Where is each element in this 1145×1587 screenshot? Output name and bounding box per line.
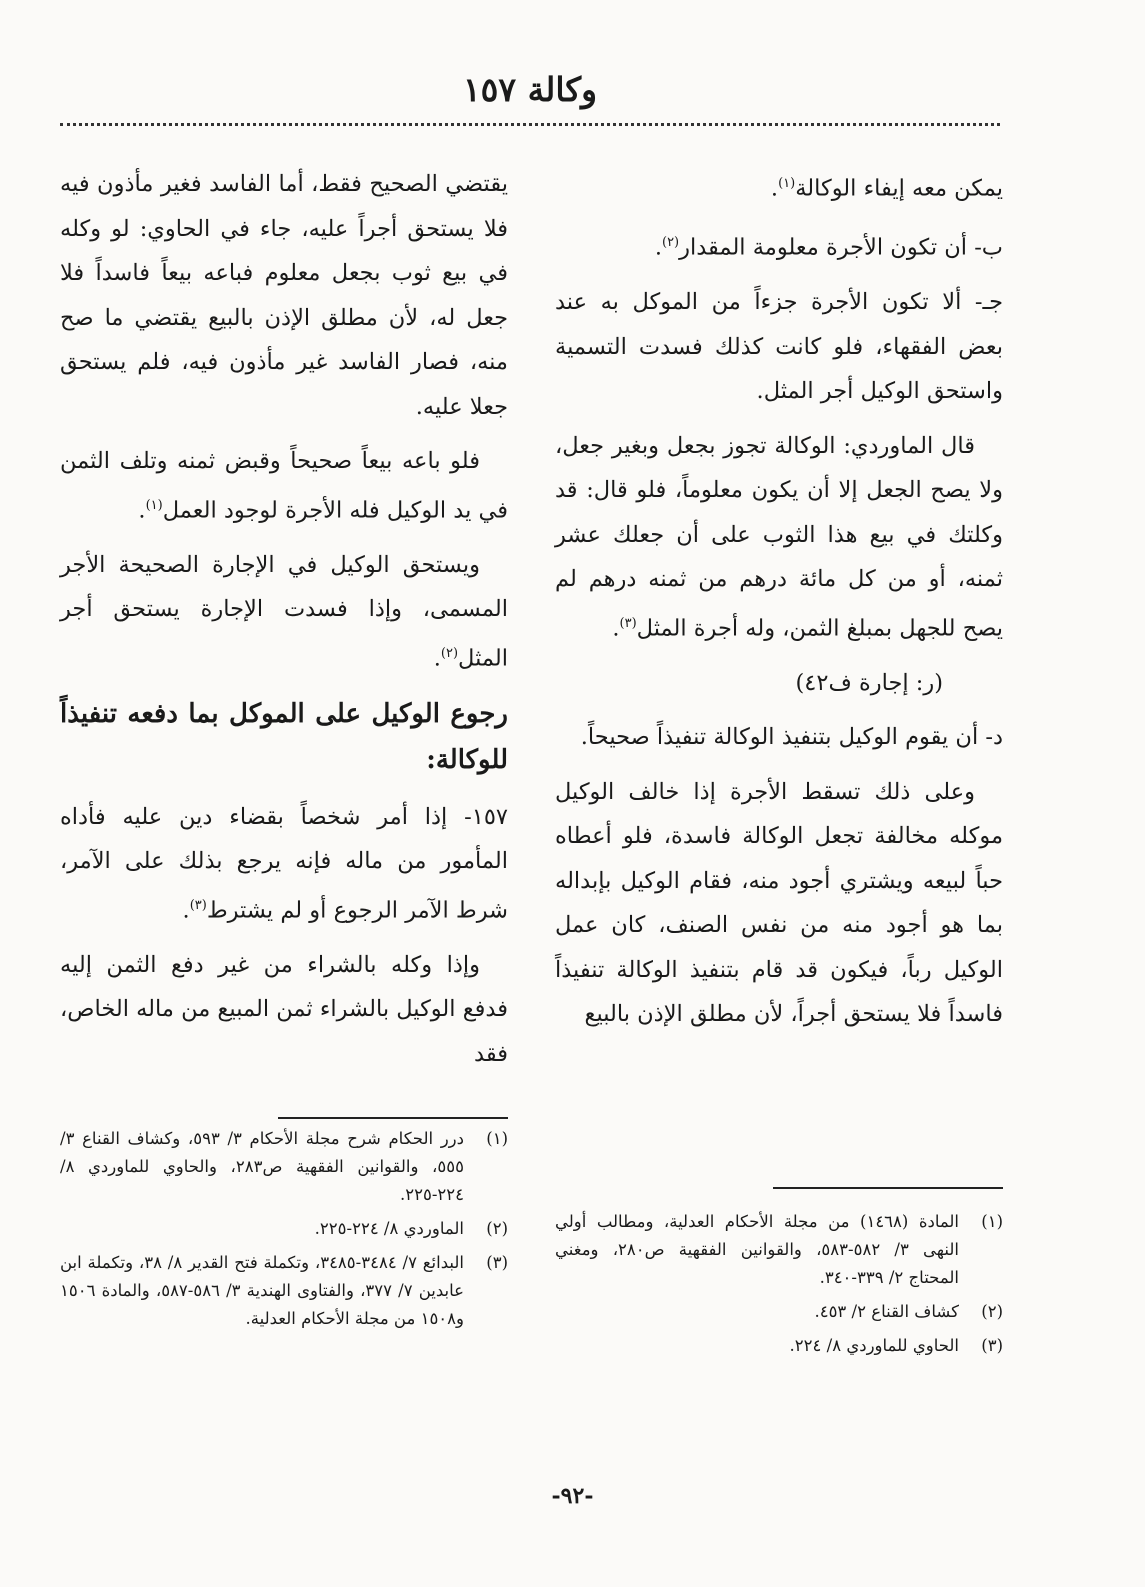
footnote-item <box>60 1249 508 1333</box>
section-heading: رجوع الوكيل على الموكل بما دفعه تنفيذاً للوكالة: <box>60 698 508 775</box>
footnote-item <box>555 1332 1003 1360</box>
paragraph-text: ١٥٧- إذا أمر شخصاً بقضاء دين عليه فأداه المأمور من ماله فإنه يرجع بذلك على الآمر، شرط الآمر الرجوع أو لم يشترط <box>60 803 508 923</box>
punctuation: . <box>182 897 190 923</box>
footnote-text: البدائع ٧/ ٣٤٨٤-٣٤٨٥، وتكملة فتح القدير ٨/ ٣٨، وتكملة ابن عابدين ٧/ ٣٧٧، والفتاوى الهندية ٣/ ٥٨٦-٥٨٧، والمادة ١٥٠٦ و١٥٠٨ من مجلة الأحكام العدلية. <box>60 1253 464 1328</box>
paragraph-text: ويستحق الوكيل في الإجارة الصحيحة الأجر المسمى، وإذا فسدت الإجارة يستحق أجر المثل <box>60 551 508 671</box>
footnote-number: (٣) <box>486 1253 508 1272</box>
punctuation: . <box>770 175 779 202</box>
footnote-text: كشاف القناع ٢/ ٤٥٣. <box>814 1302 959 1321</box>
footnote-ref: (١) <box>145 497 163 513</box>
footnote-ref: (١) <box>778 176 796 191</box>
punctuation: . <box>612 615 620 641</box>
footnote-ref: (٣) <box>189 897 207 913</box>
paragraph <box>60 795 508 933</box>
footnote-item <box>555 1208 1003 1292</box>
paragraph <box>60 543 508 681</box>
punctuation: . <box>433 645 441 671</box>
paragraph <box>555 424 1003 651</box>
footnote-ref: (٢) <box>440 645 459 661</box>
footnote-separator <box>773 1187 1003 1189</box>
footnote-number: (١) <box>486 1129 508 1148</box>
footnote-number: (١) <box>981 1212 1003 1231</box>
header-dotted-rule <box>60 123 1000 126</box>
footnote-text: المادة (١٤٦٨) من مجلة الأحكام العدلية، ومطالب أولي النهى ٣/ ٥٨٢-٥٨٣، والقوانين الفقهية ص٢٨٠، ومغني المحتاج ٢/ ٣٣٩-٣٤٠. <box>555 1212 959 1287</box>
footnote-number: (٣) <box>981 1336 1003 1355</box>
paragraph-text: ب- أن تكون الأجرة معلومة المقدار <box>679 234 1003 261</box>
paragraph: وعلى ذلك تسقط الأجرة إذا خالف الوكيل موكله مخالفة تجعل الوكالة فاسدة، فلو أعطاه حباً لبيعه ويشتري أجود منه، فقام الوكيل بإبداله بما هو أجود منه من نفس الصنف، كان عمل الوكيل رباً، فيكون قد قام بتنفيذ الوكالة تنفيذاً فاسداً فلا يستحق أجراً، لأن مطلق الإذن بالبيع <box>555 778 1003 1027</box>
footnotes-left <box>60 1125 508 1339</box>
footnote-ref: (٢) <box>661 235 680 250</box>
cross-reference: (ر: إجارة ف٤٢) <box>795 669 943 696</box>
page-number: -٩٢- <box>551 1483 594 1509</box>
footnote-number: (٢) <box>981 1302 1003 1321</box>
footnote-separator <box>278 1117 508 1119</box>
paragraph <box>60 439 508 533</box>
footnote-item <box>555 1298 1003 1326</box>
paragraph: وإذا وكله بالشراء من غير دفع الثمن إليه فدفع الوكيل بالشراء ثمن المبيع من ماله الخاص، فقد <box>60 951 508 1067</box>
running-header: وكالة ١٥٧ <box>462 70 598 109</box>
paragraph <box>555 221 1003 270</box>
footnote-number: (٢) <box>486 1219 508 1238</box>
paragraph: يقتضي الصحيح فقط، أما الفاسد فغير مأذون فيه فلا يستحق أجراً عليه، جاء في الحاوي: لو وكله في بيع ثوب بجعل معلوم فباعه بيعاً فاسداً فلا جعل له، لأن مطلق الإذن بالبيع يقتضي ما صح منه، فصار الفاسد غير مأذون فيه، فلم يستحق جعلا عليه. <box>60 171 508 420</box>
paragraph <box>555 162 1003 211</box>
paragraph-text: قال الماوردي: الوكالة تجوز بجعل وبغير جعل، ولا يصح الجعل إلا أن يكون معلوماً، فلو قال: قد وكلتك في بيع هذا الثوب على أن جعلك عشر ثمنه، أو من كل مائة درهم من ثمنه درهم لم يصح للجهل بمبلغ الثمن، وله أجرة المثل <box>555 432 1003 641</box>
footnotes-right <box>555 1208 1003 1366</box>
punctuation: . <box>138 497 146 523</box>
left-column <box>60 162 508 1086</box>
paragraph: د- أن يقوم الوكيل بتنفيذ الوكالة تنفيذاً صحيحاً. <box>580 724 1003 750</box>
footnote-ref: (٣) <box>619 615 637 631</box>
footnote-text: الحاوي للماوردي ٨/ ٢٢٤. <box>789 1336 959 1355</box>
footnote-text: درر الحكام شرح مجلة الأحكام ٣/ ٥٩٣، وكشاف القناع ٣/ ٥٥٥، والقوانين الفقهية ص٢٨٣، والحاوي للماوردي ٨/ ٢٢٤-٢٢٥. <box>60 1129 464 1204</box>
paragraph-text: فلو باعه بيعاً صحيحاً وقبض ثمنه وتلف الثمن في يد الوكيل فله الأجرة لوجود العمل <box>60 448 508 523</box>
footnote-item <box>60 1215 508 1243</box>
paragraph: جـ- ألا تكون الأجرة جزءاً من الموكل به عند بعض الفقهاء، فلو كانت كذلك فسدت التسمية واستحق الوكيل أجر المثل. <box>555 289 1003 404</box>
footnote-item <box>60 1125 508 1209</box>
paragraph-text: يمكن معه إيفاء الوكالة <box>795 175 1003 202</box>
right-column <box>555 162 1003 1047</box>
punctuation: . <box>654 234 662 261</box>
footnote-text: الماوردي ٨/ ٢٢٤-٢٢٥. <box>314 1219 464 1238</box>
